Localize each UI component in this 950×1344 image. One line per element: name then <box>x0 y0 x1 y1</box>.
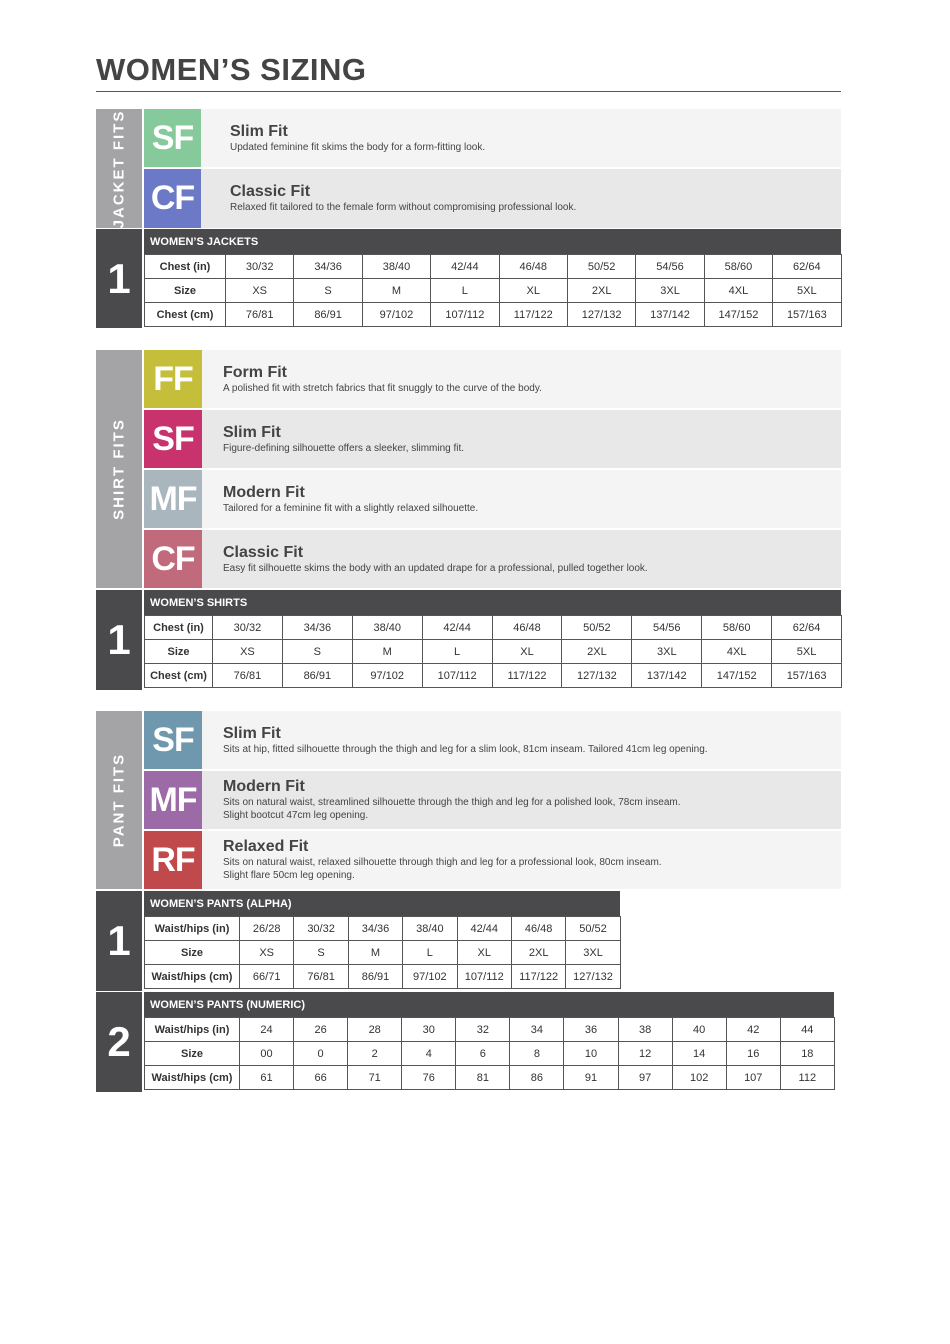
table-cell: 97/102 <box>352 664 422 688</box>
table-row <box>145 640 842 664</box>
table-cell: 76 <box>402 1066 456 1090</box>
table-cell: 81 <box>456 1066 510 1090</box>
row-header: Chest (in) <box>145 616 213 640</box>
row-header: Size <box>145 1042 240 1066</box>
table-cell: 16 <box>726 1042 780 1066</box>
table-cell: 28 <box>348 1018 402 1042</box>
table-cell: S <box>294 279 362 303</box>
shirt-fits-label: SHIRT FITS <box>110 418 128 520</box>
table-cell: 147/152 <box>702 664 772 688</box>
table-cell: 2XL <box>567 279 635 303</box>
shirt-ff-badge: FF <box>144 350 202 408</box>
shirt-fits-side-panel <box>96 350 142 588</box>
table-cell: XS <box>240 941 294 965</box>
fit-description: Easy fit silhouette skims the body with an updated drape for a professional, pulled together look. <box>223 562 648 574</box>
table-cell: 76/81 <box>213 664 283 688</box>
table-row <box>145 255 842 279</box>
page-title: WOMEN’S SIZING <box>96 52 367 87</box>
table-cell: 76/81 <box>226 303 294 327</box>
table-row <box>145 1018 835 1042</box>
table-cell: 18 <box>780 1042 834 1066</box>
table-cell: 46/48 <box>492 616 562 640</box>
table-cell: 66 <box>294 1066 348 1090</box>
fit-description: Figure-defining silhouette offers a sleeker, slimming fit. <box>223 442 465 454</box>
shirt-cf-badge: CF <box>144 530 202 588</box>
table-cell: 102 <box>672 1066 726 1090</box>
table-cell: 32 <box>456 1018 510 1042</box>
table-cell: 127/132 <box>566 965 620 989</box>
pant-mf-badge: MF <box>144 771 202 829</box>
table-cell: 58/60 <box>704 255 772 279</box>
table-cell: 42 <box>726 1018 780 1042</box>
pant-fits-label: PANT FITS <box>110 752 128 848</box>
table-cell: 50/52 <box>562 616 632 640</box>
fit-name: Slim Fit <box>223 423 281 441</box>
shirt-size-table <box>144 615 842 688</box>
table-cell: 42/44 <box>431 255 499 279</box>
table-cell: 8 <box>510 1042 564 1066</box>
table-cell: 50/52 <box>566 917 620 941</box>
table-cell: 50/52 <box>567 255 635 279</box>
table-cell: 137/142 <box>636 303 704 327</box>
table-cell: 4XL <box>702 640 772 664</box>
fit-name: Slim Fit <box>223 724 281 742</box>
table-cell: 30 <box>402 1018 456 1042</box>
table-cell: M <box>352 640 422 664</box>
table-cell: 30/32 <box>294 917 348 941</box>
row-header: Size <box>145 279 226 303</box>
table-cell: 54/56 <box>632 616 702 640</box>
table-cell: 6 <box>456 1042 510 1066</box>
fit-description: Sits on natural waist, streamlined silhouette through the thigh and leg for a polished look, 78cm inseam. <box>223 797 681 808</box>
table-cell: XS <box>226 279 294 303</box>
table-row <box>145 664 842 688</box>
fit-name: Modern Fit <box>223 778 305 795</box>
jacket-cf-badge: CF <box>144 169 201 228</box>
table-cell: 38/40 <box>362 255 430 279</box>
table-cell: 14 <box>672 1042 726 1066</box>
table-cell: 34/36 <box>282 616 352 640</box>
table-cell: 40 <box>672 1018 726 1042</box>
table-cell: 147/152 <box>704 303 772 327</box>
table-cell: 2XL <box>562 640 632 664</box>
row-header: Size <box>145 640 213 664</box>
table-cell: 71 <box>348 1066 402 1090</box>
table-cell: 5XL <box>773 279 841 303</box>
shirt-mf-badge: MF <box>144 470 202 528</box>
row-header: Waist/hips (in) <box>145 1018 240 1042</box>
row-header: Chest (cm) <box>145 303 226 327</box>
table-cell: XS <box>213 640 283 664</box>
table-cell: 10 <box>564 1042 618 1066</box>
table-cell: 4XL <box>704 279 772 303</box>
fit-name: Relaxed Fit <box>223 838 309 855</box>
fit-description: Sits at hip, fitted silhouette through the thigh and leg for a slim look, 81cm inseam. Tailored 41cm leg opening. <box>223 743 708 755</box>
fit-name: Slim Fit <box>230 122 288 140</box>
table-cell: 54/56 <box>636 255 704 279</box>
pant-fit-relaxed <box>202 831 841 889</box>
table-cell: 3XL <box>636 279 704 303</box>
table-cell: M <box>362 279 430 303</box>
title-divider <box>96 91 841 92</box>
table-cell: 86/91 <box>282 664 352 688</box>
fit-description: Updated feminine fit skims the body for a form-fitting look. <box>230 141 486 153</box>
fit-description: Sits on natural waist, relaxed silhouette through thigh and leg for a professional look, 80cm inseam. <box>223 857 662 868</box>
pants-alpha-table-number: 1 <box>96 891 142 991</box>
shirt-table-number: 1 <box>96 590 142 690</box>
jacket-table-number: 1 <box>96 229 142 328</box>
pants-numeric-table-title: WOMEN’S PANTS (NUMERIC) <box>144 992 834 1017</box>
table-row <box>145 1042 835 1066</box>
table-cell: 34/36 <box>294 255 362 279</box>
table-cell: 24 <box>240 1018 294 1042</box>
table-cell: 127/132 <box>562 664 632 688</box>
row-header: Size <box>145 941 240 965</box>
table-cell: XL <box>492 640 562 664</box>
table-cell: 38 <box>618 1018 672 1042</box>
table-cell: 3XL <box>632 640 702 664</box>
table-cell: 107/112 <box>457 965 511 989</box>
fit-description-line-2: Slight flare 50cm leg opening. <box>223 870 355 881</box>
table-cell: 12 <box>618 1042 672 1066</box>
table-cell: 42/44 <box>457 917 511 941</box>
table-cell: XL <box>499 279 567 303</box>
table-cell: 66/71 <box>240 965 294 989</box>
table-cell: L <box>431 279 499 303</box>
table-row <box>145 279 842 303</box>
table-cell: S <box>294 941 348 965</box>
table-cell: 34 <box>510 1018 564 1042</box>
table-cell: 2XL <box>511 941 565 965</box>
table-cell: 117/122 <box>499 303 567 327</box>
table-row <box>145 616 842 640</box>
table-cell: 0 <box>294 1042 348 1066</box>
table-cell: 38/40 <box>352 616 422 640</box>
table-cell: 42/44 <box>422 616 492 640</box>
table-cell: 30/32 <box>213 616 283 640</box>
table-cell: 58/60 <box>702 616 772 640</box>
fit-description: Relaxed fit tailored to the female form without compromising professional look. <box>230 202 577 213</box>
table-cell: 97 <box>618 1066 672 1090</box>
table-cell: 4 <box>402 1042 456 1066</box>
fit-description-line-2: Slight bootcut 47cm leg opening. <box>223 810 369 821</box>
row-header: Waist/hips (in) <box>145 917 240 941</box>
table-cell: 97/102 <box>403 965 457 989</box>
jacket-fit-slim <box>201 109 841 167</box>
pants-alpha-size-table <box>144 916 621 989</box>
fit-name: Modern Fit <box>223 483 305 501</box>
table-cell: 117/122 <box>492 664 562 688</box>
row-header: Waist/hips (cm) <box>145 1066 240 1090</box>
shirt-sf-badge: SF <box>144 410 202 468</box>
jacket-fit-classic <box>201 169 841 228</box>
jacket-sf-badge: SF <box>144 109 201 167</box>
fit-name: Classic Fit <box>230 183 311 200</box>
jacket-fits-side-panel <box>96 109 142 228</box>
pants-alpha-table-title: WOMEN’S PANTS (ALPHA) <box>144 891 620 916</box>
table-cell: 97/102 <box>362 303 430 327</box>
table-cell: 107 <box>726 1066 780 1090</box>
table-cell: 46/48 <box>511 917 565 941</box>
table-cell: 44 <box>780 1018 834 1042</box>
table-cell: L <box>422 640 492 664</box>
pants-numeric-size-table <box>144 1017 835 1090</box>
table-cell: 46/48 <box>499 255 567 279</box>
table-cell: 91 <box>564 1066 618 1090</box>
table-cell: 61 <box>240 1066 294 1090</box>
pants-numeric-table-number: 2 <box>96 992 142 1092</box>
pant-rf-badge: RF <box>144 831 202 889</box>
row-header: Waist/hips (cm) <box>145 965 240 989</box>
table-cell: 127/132 <box>567 303 635 327</box>
row-header: Chest (in) <box>145 255 226 279</box>
row-header: Chest (cm) <box>145 664 213 688</box>
shirt-fit-form <box>202 350 841 408</box>
table-row <box>145 965 621 989</box>
fit-description: A polished fit with stretch fabrics that fit snuggly to the curve of the body. <box>223 382 542 394</box>
table-cell: 62/64 <box>772 616 842 640</box>
table-cell: L <box>403 941 457 965</box>
table-cell: 36 <box>564 1018 618 1042</box>
fit-name: Form Fit <box>223 363 287 381</box>
table-cell: 38/40 <box>403 917 457 941</box>
fit-description: Tailored for a feminine fit with a slightly relaxed silhouette. <box>223 502 479 514</box>
pant-fits-side-panel <box>96 711 142 889</box>
pant-fit-modern <box>202 771 841 829</box>
table-cell: 5XL <box>772 640 842 664</box>
table-cell: 76/81 <box>294 965 348 989</box>
table-cell: 86/91 <box>294 303 362 327</box>
fit-name: Classic Fit <box>223 543 304 561</box>
table-cell: 157/163 <box>772 664 842 688</box>
table-cell: 86/91 <box>348 965 402 989</box>
table-cell: 26/28 <box>240 917 294 941</box>
table-row <box>145 1066 835 1090</box>
pant-fit-slim <box>202 711 841 769</box>
table-cell: 62/64 <box>773 255 841 279</box>
table-cell: 107/112 <box>422 664 492 688</box>
table-cell: 157/163 <box>773 303 841 327</box>
jacket-size-table <box>144 254 842 327</box>
shirt-fit-slim <box>202 410 841 468</box>
jacket-fits-label: JACKET FITS <box>110 109 128 228</box>
jacket-table-title: WOMEN’S JACKETS <box>144 229 841 254</box>
shirt-fit-classic <box>202 530 841 588</box>
table-cell: 117/122 <box>511 965 565 989</box>
shirt-fit-modern <box>202 470 841 528</box>
table-cell: 86 <box>510 1066 564 1090</box>
table-row <box>145 303 842 327</box>
table-cell: 137/142 <box>632 664 702 688</box>
table-cell: 107/112 <box>431 303 499 327</box>
table-cell: M <box>348 941 402 965</box>
table-cell: 30/32 <box>226 255 294 279</box>
table-cell: 34/36 <box>348 917 402 941</box>
shirt-table-title: WOMEN’S SHIRTS <box>144 590 841 615</box>
table-cell: 26 <box>294 1018 348 1042</box>
table-cell: 112 <box>780 1066 834 1090</box>
table-row <box>145 941 621 965</box>
table-row <box>145 917 621 941</box>
table-cell: 00 <box>240 1042 294 1066</box>
table-cell: S <box>282 640 352 664</box>
table-cell: XL <box>457 941 511 965</box>
table-cell: 3XL <box>566 941 620 965</box>
pant-sf-badge: SF <box>144 711 202 769</box>
table-cell: 2 <box>348 1042 402 1066</box>
